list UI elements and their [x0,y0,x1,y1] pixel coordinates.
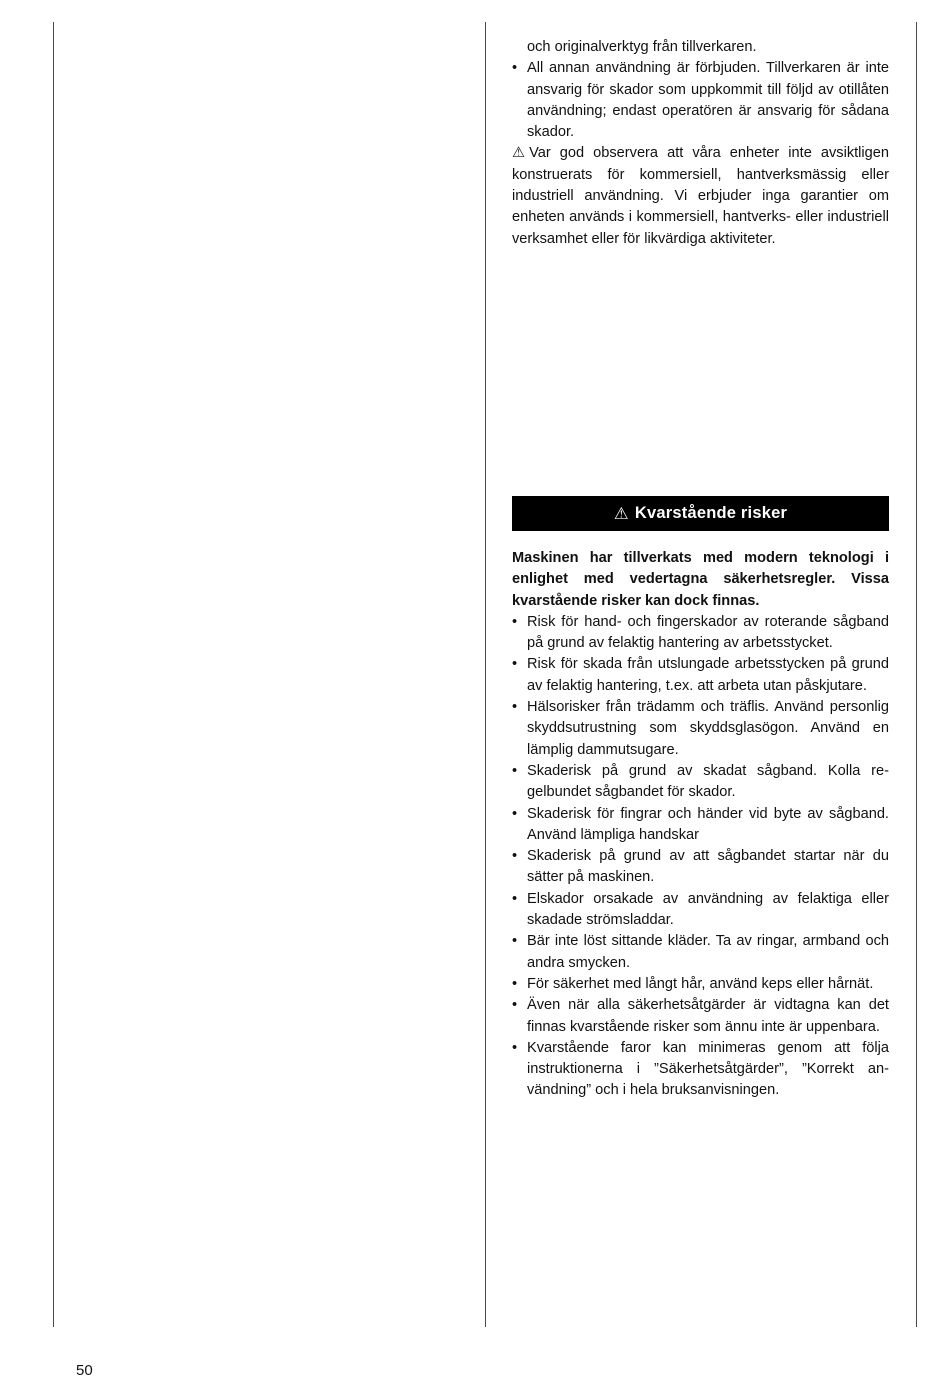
intended-use-section [512,37,889,250]
page-number: 50 [76,1362,93,1379]
list-item: • Bär inte löst sittande kläder. Ta av ringar, armband och andra smycken. [512,931,889,974]
list-item: • Skaderisk för fingrar och händer vid byte av sågband. Använd lämpliga handskar [512,804,889,847]
list-item: • Även när alla säkerhetsåtgärder är vidtagna kan det finnas kvarstående risker som ännu inte är uppenbara. [512,995,889,1038]
list-item: • Risk för skada från utslungade arbetsstycken på grund av felaktig hantering, t.ex. att arbeta utan påskjutare. [512,654,889,697]
list-item: • Risk för hand- och fingerskador av roterande sågband på grund av felaktig hantering av arbetsstycket. [512,612,889,655]
continuation-text: och originalverktyg från tillverkaren. [527,39,757,55]
residual-risks-section [512,548,889,1102]
warning-icon: ⚠ [512,145,526,162]
center-column-rule [485,22,486,1327]
residual-risks-title: Kvarstående risker [634,504,788,522]
left-column-rule [53,22,54,1327]
list-item: • Elskador orsakade av användning av felaktiga eller skadade strömsladdar. [512,889,889,932]
residual-risks-heading [512,496,889,531]
list-item: • Skaderisk på grund av skadat sågband. Kolla regelbundet sågbandet för skador. [512,761,889,804]
list-item: • Kvarstående faror kan minimeras genom att följa instruktionerna i ”Säkerhetsåtgärder”, ”Korrekt användning” och i hela bruksanvisningen. [512,1038,889,1102]
list-item: • Hälsorisker från trädamm och träflis. Använd personlig skyddsutrustning som skyddsglasögon. Använd en lämplig dammutsugare. [512,697,889,761]
commercial-use-warning [512,143,889,249]
right-column-rule [916,22,917,1327]
list-item: • För säkerhet med långt hår, använd keps eller hårnät. [512,974,889,995]
commercial-use-warning-text: Var god observera att våra enheter inte avsiktligen konstruerats för kommersiell, hantverksmässig eller industriell användning. Vi erbjuder inga garantier om enheten används i kommersiell, hantverks- eller industriell verksamhet eller för likvärdiga aktiviteter. [512,145,889,247]
warning-icon: ⚠ [613,504,629,523]
residual-risks-list [512,612,889,1102]
prohibited-use-bullet: • All annan användning är förbjuden. Tillverkaren är inte ansvarig för skador som uppkommit till följd av otillåten användning; endast operatören är ansvarig för sådana skador. [512,58,889,143]
list-item: • Skaderisk på grund av att sågbandet startar när du sätter på maskinen. [512,846,889,889]
residual-risks-intro: Maskinen har tillverkats med modern teknologi i enlighet med vedertagna säkerhetsregler. Vissa kvarstående risker kan dock finnas. [512,550,889,609]
